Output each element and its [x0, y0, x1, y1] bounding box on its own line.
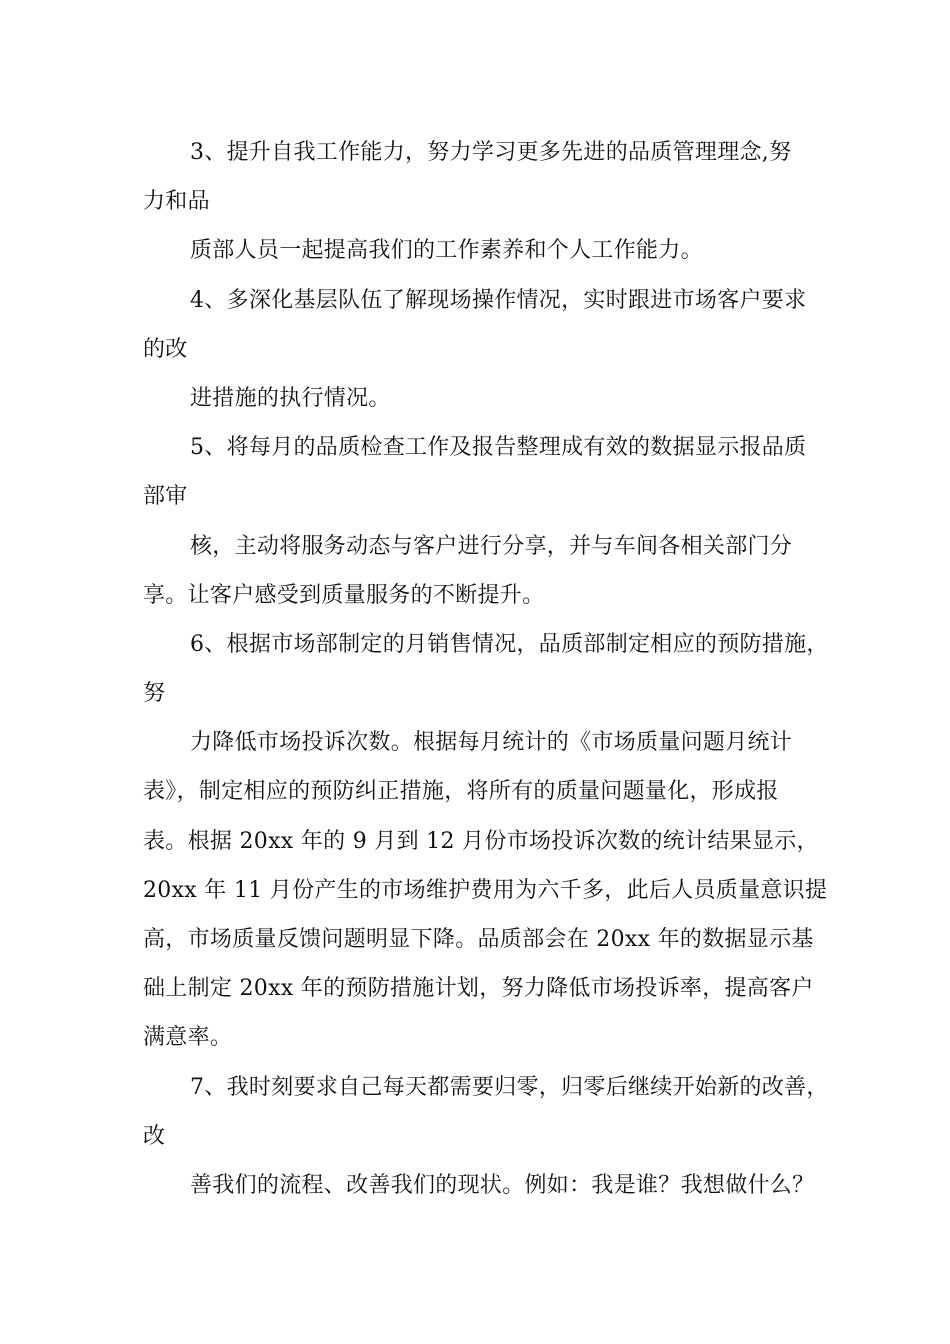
text-line: 改	[143, 1123, 166, 1149]
text-line: 20xx 年 11 月份产生的市场维护费用为六千多，此后人员质量意识提	[143, 877, 828, 903]
text-line: 善我们的流程、改善我们的现状。例如：我是谁？我想做什么？	[190, 1172, 815, 1198]
text-line: 4、多深化基层队伍了解现场操作情况，实时跟进市场客户要求	[190, 287, 807, 313]
text-line: 努	[143, 681, 166, 707]
text-line: 高，市场质量反馈问题明显下降。品质部会在 20xx 年的数据显示基	[143, 927, 814, 952]
text-line: 表。根据 20xx 年的 9 月到 12 月份市场投诉次数的统计结果显示，	[143, 828, 819, 854]
text-line: 满意率。	[143, 1025, 233, 1051]
document-body	[143, 128, 833, 1210]
text-line: 力和品	[143, 189, 210, 215]
text-line: 进措施的执行情况。	[190, 385, 391, 411]
text-line: 部审	[143, 484, 188, 510]
text-line: 6、根据市场部制定的月销售情况，品质部制定相应的预防措施，	[190, 631, 829, 657]
text-line: 享。让客户感受到质量服务的不断提升。	[143, 582, 545, 608]
text-line: 力降低市场投诉次数。根据每月统计的《市场质量问题月统计	[190, 730, 793, 756]
text-line: 3、提升自我工作能力，努力学习更多先进的品质管理理念,努	[190, 140, 792, 165]
text-line: 核，主动将服务动态与客户进行分享，并与车间各相关部门分	[190, 533, 793, 559]
text-line: 础上制定 20xx 年的预防措施计划，努力降低市场投诉率，提高客户	[143, 976, 814, 1002]
text-line: 质部人员一起提高我们的工作素养和个人工作能力。	[190, 238, 703, 264]
text-line: 表》，制定相应的预防纠正措施，将所有的质量问题量化，形成报	[143, 779, 779, 805]
text-line: 7、我时刻要求自己每天都需要归零，归零后继续开始新的改善，	[190, 1074, 829, 1100]
text-line: 的改	[143, 336, 188, 362]
text-line: 5、将每月的品质检查工作及报告整理成有效的数据显示报品质	[190, 435, 807, 461]
